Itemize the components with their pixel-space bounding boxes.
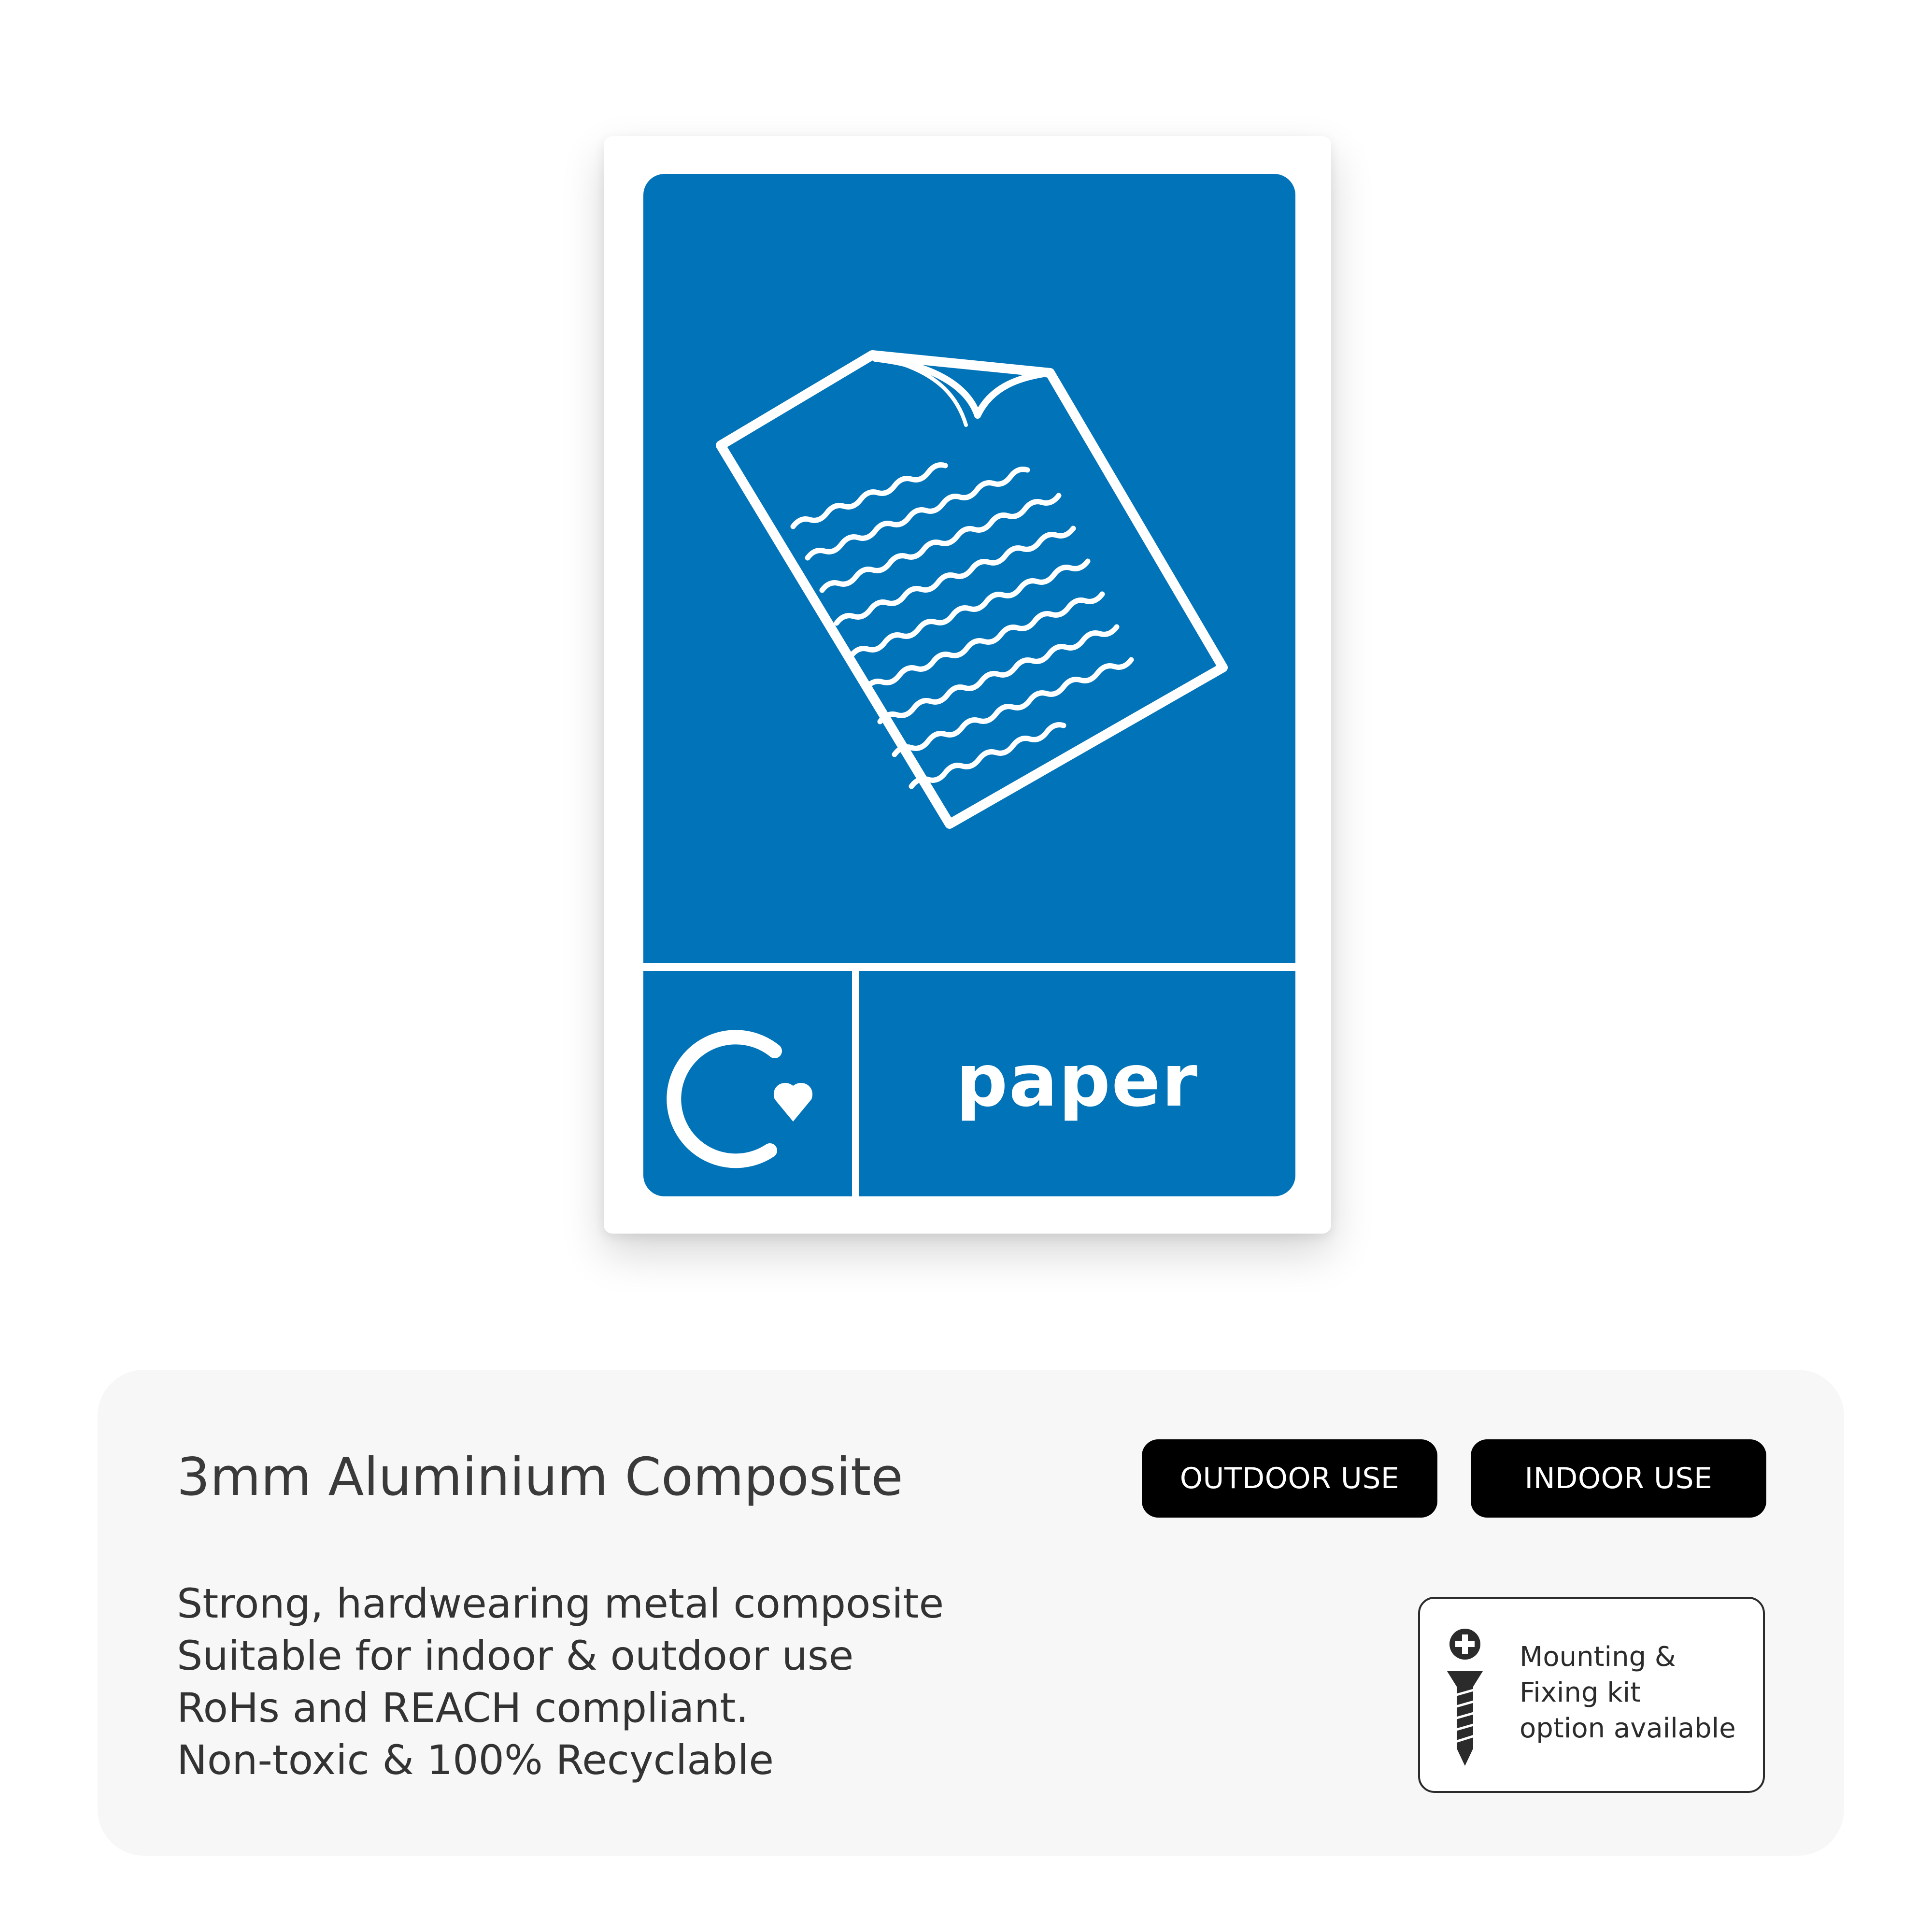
paper-sheet-icon xyxy=(643,174,1295,963)
sign-label: paper xyxy=(956,1038,1198,1123)
feature-list xyxy=(177,1577,944,1786)
info-panel xyxy=(98,1370,1844,1856)
outdoor-use-badge: OUTDOOR USE xyxy=(1142,1439,1437,1518)
material-title: 3mm Aluminium Composite xyxy=(177,1447,903,1507)
kit-line: Mounting & xyxy=(1520,1641,1676,1673)
feature-item: Non-toxic & 100% Recyclable xyxy=(177,1736,774,1784)
sign-face xyxy=(643,174,1295,1196)
recycle-heart-icon xyxy=(663,1009,837,1174)
recycling-sign xyxy=(604,136,1331,1234)
feature-item: Suitable for indoor & outdoor use xyxy=(177,1632,854,1679)
indoor-use-badge: INDOOR USE xyxy=(1471,1439,1766,1518)
kit-line: option available xyxy=(1520,1713,1736,1744)
mounting-kit-text xyxy=(1520,1639,1736,1747)
sign-divider-vertical xyxy=(852,971,859,1196)
mounting-kit-box xyxy=(1418,1597,1765,1793)
feature-item: RoHs and REACH compliant. xyxy=(177,1684,749,1732)
screw-icon xyxy=(1443,1628,1487,1768)
kit-line: Fixing kit xyxy=(1520,1677,1641,1708)
sign-divider-horizontal xyxy=(643,963,1295,971)
feature-item: Strong, hardwearing metal composite xyxy=(177,1580,944,1627)
